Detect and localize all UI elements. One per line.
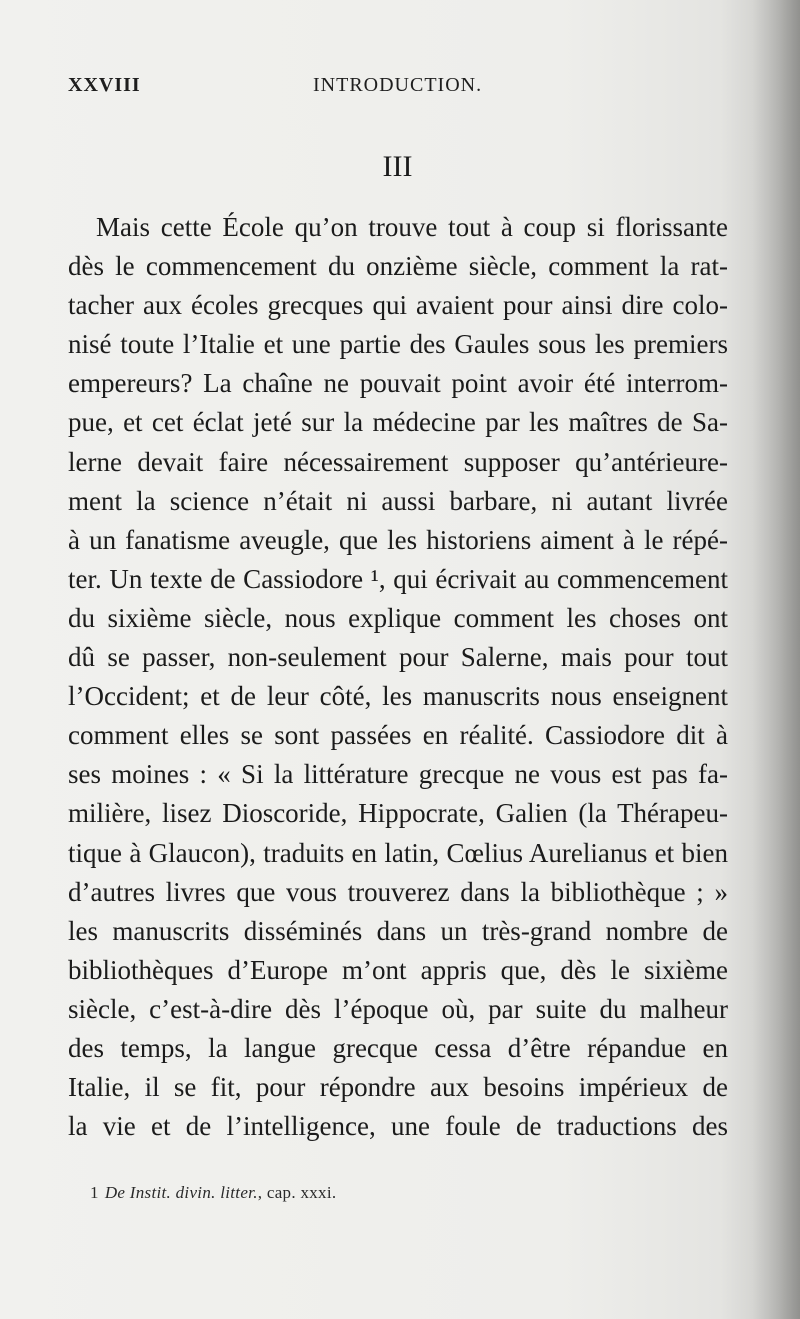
text-line: ter. Un texte de Cassiodore ¹, qui écrivait au commencement xyxy=(68,563,728,594)
text-line: siècle, c’est-à-dire dès l’époque où, par suite du malheur xyxy=(68,993,728,1024)
text-line: Italie, il se fit, pour répondre aux besoins impérieux de xyxy=(68,1072,728,1103)
text-line: du sixième siècle, nous explique comment les choses ont xyxy=(68,602,728,633)
text-line: d’autres livres que vous trouverez dans la bibliothèque ; » xyxy=(68,876,728,907)
footnote-work-title: De Instit. divin. litter. xyxy=(104,1183,258,1202)
page-folio: XXVIII xyxy=(68,74,141,96)
text-line: lerne devait faire nécessairement supposer qu’antérieure- xyxy=(68,446,728,477)
running-head xyxy=(68,74,708,102)
text-line: dû se passer, non-seulement pour Salerne, mais pour tout xyxy=(68,642,728,673)
text-line: empereurs? La chaîne ne pouvait point avoir été interrom- xyxy=(68,368,728,399)
text-line: ment la science n’était ni aussi barbare, ni autant livrée xyxy=(68,485,728,516)
text-line: à un fanatisme aveugle, que les historiens aiment à le répé- xyxy=(68,524,728,555)
section-number: III xyxy=(382,150,413,183)
text-line: nisé toute l’Italie et une partie des Gaules sous les premiers xyxy=(68,329,728,360)
text-line: des temps, la langue grecque cessa d’être répandue en xyxy=(68,1032,728,1063)
text-line: l’Occident; et de leur côté, les manuscrits nous enseignent xyxy=(68,681,728,712)
text-line: bibliothèques d’Europe m’ont appris que, dès le sixième xyxy=(68,954,728,985)
text-line: milière, lisez Dioscoride, Hippocrate, Galien (la Thérapeu- xyxy=(68,798,728,829)
footnote-reference: , cap. xxxi. xyxy=(257,1183,337,1202)
text-line: la vie et de l’intelligence, une foule de traductions des xyxy=(68,1111,728,1142)
text-line: pue, et cet éclat jeté sur la médecine par les maîtres de Sa- xyxy=(68,407,728,438)
text-line: comment elles se sont passées en réalité. Cassiodore dit à xyxy=(68,720,728,751)
text-line: tique à Glaucon), traduits en latin, Cœlius Aurelianus et bien xyxy=(68,837,728,868)
footnote xyxy=(90,1183,336,1203)
footnote-number: 1 xyxy=(90,1183,99,1202)
running-head-title: INTRODUCTION. xyxy=(313,74,483,96)
body-text xyxy=(68,208,728,1146)
page-gutter-shadow xyxy=(752,0,800,1319)
text-line: ses moines : « Si la littérature grecque ne vous est pas fa- xyxy=(68,759,728,790)
text-line: les manuscrits disséminés dans un très-grand nombre de xyxy=(68,915,728,946)
text-line: dès le commencement du onzième siècle, comment la rat- xyxy=(68,251,728,282)
text-line: tacher aux écoles grecques qui avaient pour ainsi dire colo- xyxy=(68,290,728,321)
text-line: Mais cette École qu’on trouve tout à coup si florissante xyxy=(96,212,728,242)
